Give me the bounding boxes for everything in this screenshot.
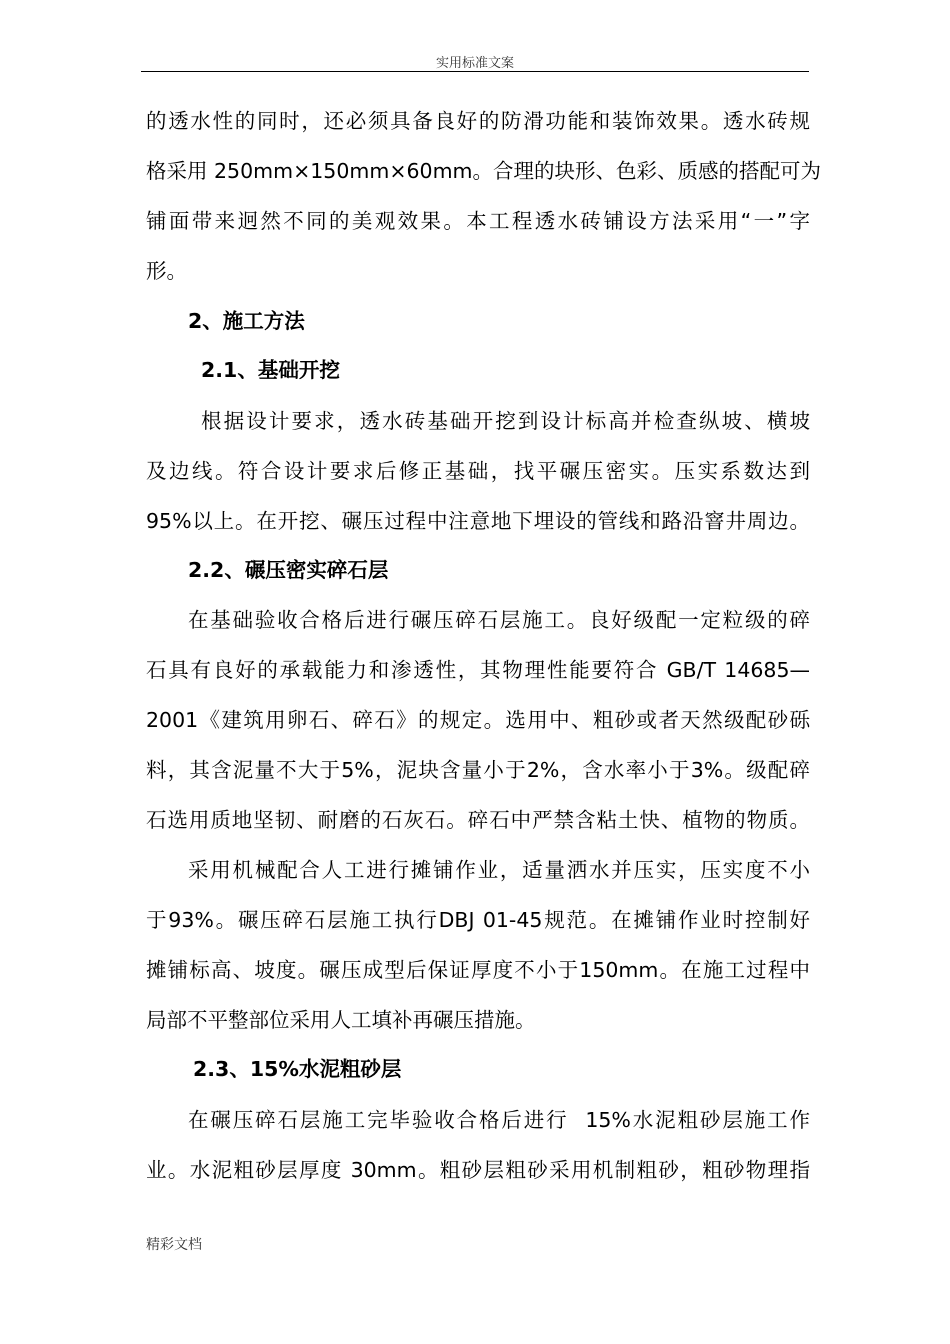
body-line: 铺面带来迥然不同的美观效果。本工程透水砖铺设方法采用“一”字: [146, 209, 810, 233]
body-line: 格采用 250mm×150mm×60mm。合理的块形、色彩、质感的搭配可为: [146, 159, 822, 183]
body-line: 形。: [146, 259, 187, 283]
body-line: 石选用质地坚韧、耐磨的石灰石。碎石中严禁含粘土快、植物的物质。: [146, 808, 810, 832]
body-line: 业。水泥粗砂层厚度 30mm。粗砂层粗砂采用机制粗砂，粗砂物理指: [146, 1158, 810, 1182]
body-line: 于93%。碾压碎石层施工执行DBJ 01-45规范。在摊铺作业时控制好: [146, 908, 810, 932]
paragraph-first-line: 在基础验收合格后进行碾压碎石层施工。良好级配一定粒级的碎: [188, 608, 810, 632]
body-line: 料，其含泥量不大于5%，泥块含量小于2%，含水率小于3%。级配碎: [146, 758, 810, 782]
subsection-heading: 2.3、15%水泥粗砂层: [193, 1057, 402, 1081]
subsection-heading: 2.2、碾压密实碎石层: [188, 558, 389, 582]
body-line: 摊铺标高、坡度。碾压成型后保证厚度不小于150mm。在施工过程中: [146, 958, 810, 982]
header-rule: [141, 71, 809, 72]
section-heading: 2、施工方法: [188, 309, 305, 333]
page-footer: 精彩文档: [146, 1237, 202, 1253]
body-line: 的透水性的同时，还必须具备良好的防滑功能和装饰效果。透水砖规: [146, 109, 810, 133]
page-header: 实用标准文案: [435, 56, 514, 71]
body-line: 石具有良好的承载能力和渗透性，其物理性能要符合 GB/T 14685—: [146, 658, 810, 682]
body-line: 局部不平整部位采用人工填补再碾压措施。: [146, 1008, 536, 1032]
subsection-heading: 2.1、基础开挖: [201, 358, 340, 382]
body-line: 2001《建筑用卵石、碎石》的规定。选用中、粗砂或者天然级配砂砾: [146, 708, 810, 732]
paragraph-first-line: 采用机械配合人工进行摊铺作业，适量洒水并压实，压实度不小: [188, 858, 810, 882]
body-line: 及边线。符合设计要求后修正基础，找平碾压密实。压实系数达到: [146, 459, 810, 483]
paragraph-first-line: 根据设计要求，透水砖基础开挖到设计标高并检查纵坡、横坡: [201, 409, 810, 433]
paragraph-first-line: 在碾压碎石层施工完毕验收合格后进行 15%水泥粗砂层施工作: [188, 1108, 810, 1132]
body-line: 95%以上。在开挖、碾压过程中注意地下埋设的管线和路沿窨井周边。: [146, 509, 810, 533]
